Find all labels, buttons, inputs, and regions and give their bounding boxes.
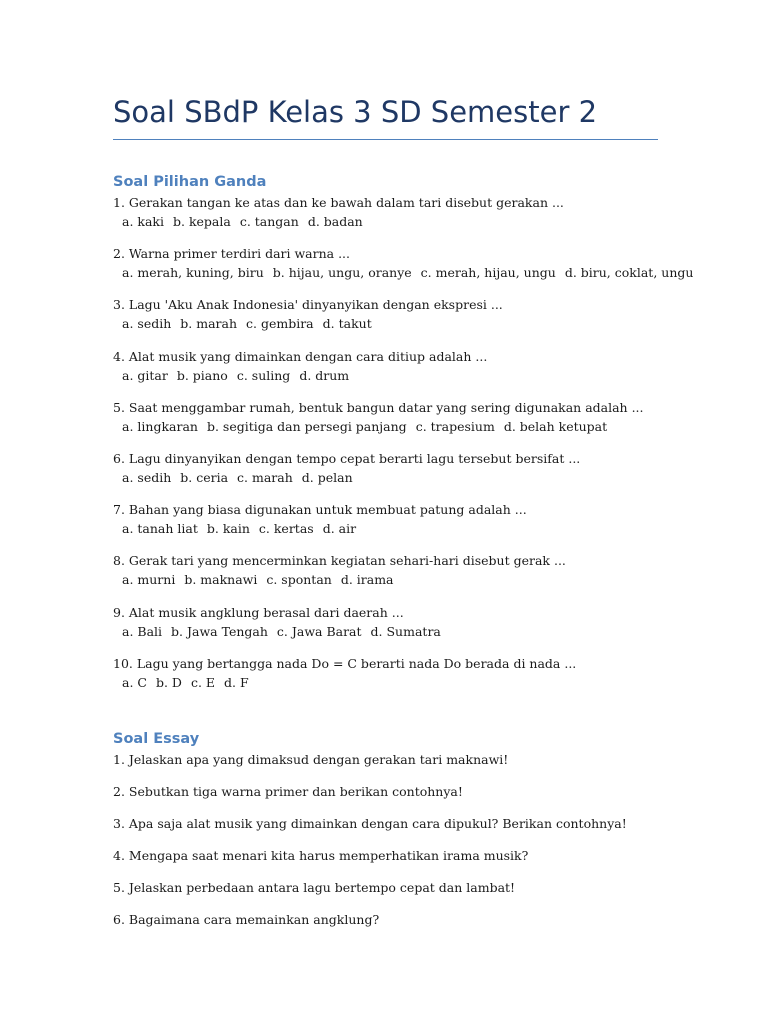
answer-option: d. F (224, 674, 249, 690)
answer-option: b. marah (180, 316, 237, 332)
question-text: 10. Lagu yang bertangga nada Do = C berarti nada Do berada di nada ... (113, 655, 577, 671)
multiple-choice-section (113, 171, 694, 705)
answer-options (113, 314, 658, 333)
question-text: 9. Alat musik angklung berasal dari daerah ... (113, 604, 404, 620)
essay-question-text: 5. Jelaskan perbedaan antara lagu bertempo cepat dan lambat! (113, 880, 516, 895)
answer-options (113, 212, 658, 231)
answer-option: d. drum (299, 367, 350, 383)
answer-options (113, 519, 658, 538)
answer-options (113, 366, 658, 385)
answer-options (113, 622, 658, 641)
answer-option: c. suling (236, 367, 291, 383)
answer-option: d. pelan (301, 469, 353, 485)
answer-option: c. tangan (239, 214, 299, 229)
answer-option: c. marah (237, 469, 293, 485)
question-item (113, 500, 658, 551)
essay-question-text: 3. Apa saja alat musik yang dimainkan dengan cara dipukul? Berikan contohnya! (113, 816, 627, 831)
answer-option: a. kaki (122, 214, 164, 229)
question-text: 6. Lagu dinyanyikan dengan tempo cepat berarti lagu tersebut bersifat ... (113, 450, 581, 466)
answer-option: b. kain (206, 521, 250, 537)
answer-option: d. biru, coklat, ungu (564, 265, 694, 281)
answer-option: c. kertas (258, 521, 314, 537)
multiple-choice-heading: Soal Pilihan Ganda (113, 174, 267, 190)
essay-question-text: 4. Mengapa saat menari kita harus memperhatikan irama musik? (113, 848, 529, 863)
answer-option: b. segitiga dan persegi panjang (206, 418, 407, 434)
answer-option: d. takut (322, 316, 372, 332)
multiple-choice-list (113, 193, 694, 705)
essay-item (113, 846, 658, 878)
answer-options (113, 417, 658, 436)
document-title: Soal SBdP Kelas 3 SD Semester 2 (113, 94, 658, 140)
essay-section (113, 728, 658, 942)
answer-option: a. gitar (122, 367, 168, 383)
answer-option: b. D (155, 674, 182, 690)
answer-options (113, 570, 658, 589)
question-text: 2. Warna primer terdiri dari warna ... (113, 246, 351, 262)
answer-option: a. tanah liat (122, 521, 198, 537)
question-item (113, 398, 658, 449)
question-item (113, 603, 658, 654)
question-text: 7. Bahan yang biasa digunakan untuk membuat patung adalah ... (113, 502, 527, 518)
answer-option: a. merah, kuning, biru (122, 265, 264, 281)
question-item (113, 347, 658, 398)
answer-option: b. hijau, ungu, oranye (272, 265, 412, 281)
essay-item (113, 814, 658, 846)
question-item (113, 193, 658, 244)
essay-list (113, 750, 658, 942)
answer-option: a. C (122, 674, 147, 690)
answer-options (113, 673, 658, 692)
question-text: 1. Gerakan tangan ke atas dan ke bawah dalam tari disebut gerakan ... (113, 195, 564, 210)
question-text: 8. Gerak tari yang mencerminkan kegiatan sehari-hari disebut gerak ... (113, 553, 566, 569)
question-text: 4. Alat musik yang dimainkan dengan cara ditiup adalah ... (113, 348, 488, 364)
answer-option: d. air (322, 521, 357, 537)
answer-option: c. E (190, 674, 216, 690)
essay-question-text: 6. Bagaimana cara memainkan angklung? (113, 912, 380, 927)
question-item (113, 551, 658, 602)
answer-option: b. Jawa Tengah (171, 623, 268, 639)
essay-question-text: 1. Jelaskan apa yang dimaksud dengan gerakan tari maknawi! (113, 752, 509, 767)
answer-option: a. sedih (122, 316, 172, 332)
answer-option: b. piano (176, 367, 228, 383)
answer-options (113, 263, 694, 282)
question-item (113, 654, 658, 705)
question-item (113, 244, 694, 295)
answer-option: b. maknawi (184, 572, 258, 588)
answer-option: c. Jawa Barat (276, 623, 362, 639)
essay-item (113, 910, 658, 942)
essay-heading: Soal Essay (113, 731, 200, 747)
answer-option: c. gembira (246, 316, 314, 332)
question-item (113, 449, 658, 500)
answer-option: b. kepala (173, 214, 231, 229)
essay-item (113, 782, 658, 814)
answer-option: c. trapesium (415, 418, 495, 434)
answer-option: a. Bali (122, 623, 163, 639)
answer-option: a. sedih (122, 469, 172, 485)
answer-option: c. spontan (266, 572, 332, 588)
answer-option: a. lingkaran (122, 418, 198, 434)
answer-option: d. badan (307, 214, 363, 229)
answer-option: d. Sumatra (370, 623, 441, 639)
answer-option: c. merah, hijau, ungu (420, 265, 556, 281)
essay-item (113, 878, 658, 910)
question-text: 3. Lagu 'Aku Anak Indonesia' dinyanyikan dengan ekspresi ... (113, 297, 503, 313)
answer-option: b. ceria (180, 469, 229, 485)
essay-question-text: 2. Sebutkan tiga warna primer dan berikan contohnya! (113, 784, 463, 799)
answer-option: a. murni (122, 572, 176, 588)
answer-option: d. irama (340, 572, 394, 588)
question-item (113, 295, 658, 346)
question-text: 5. Saat menggambar rumah, bentuk bangun datar yang sering digunakan adalah ... (113, 399, 644, 415)
essay-item (113, 750, 658, 782)
answer-options (113, 468, 658, 487)
answer-option: d. belah ketupat (503, 418, 608, 434)
